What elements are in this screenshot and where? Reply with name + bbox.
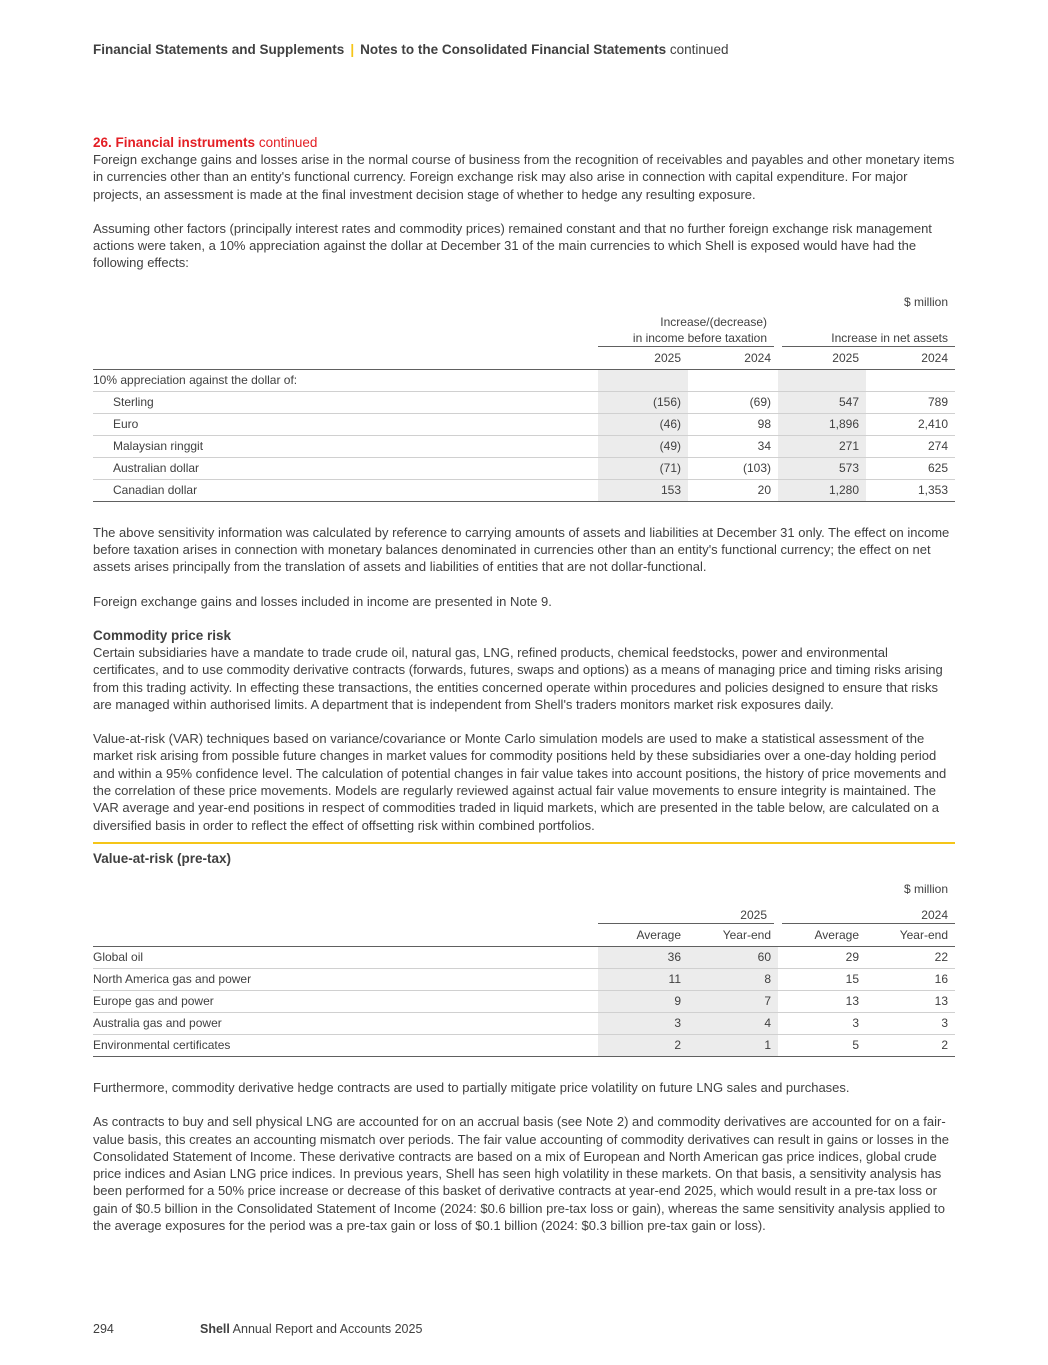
table-row: Sterling (156) (69) 547 789 xyxy=(93,391,955,413)
page-footer xyxy=(93,1322,422,1336)
note-continued: continued xyxy=(258,135,318,150)
report-title: Annual Report and Accounts 2025 xyxy=(232,1322,423,1336)
paragraph: The above sensitivity information was calculated by reference to carrying amounts of assets and liabilities at December 31 only. The effect on income before taxation arises in connection with monetary balances denominated in currencies other than an entity's functional currency; the effect on net assets arises principally from the translation of assets and liabilities of entities that are not dollar-functional. xyxy=(93,524,950,575)
var-title-bar xyxy=(93,842,955,867)
table-row: Malaysian ringgit (49) 34 271 274 xyxy=(93,435,955,457)
table-row: Europe gas and power 9 7 13 13 xyxy=(93,990,955,1012)
section-label: 10% appreciation against the dollar of: xyxy=(93,369,598,391)
units-label: $ million xyxy=(903,881,948,896)
column-header: Year-end xyxy=(866,923,955,946)
main-content xyxy=(93,134,955,1234)
fx-sensitivity-table xyxy=(93,292,955,502)
table-row: Global oil 36 60 29 22 xyxy=(93,946,955,968)
page-header xyxy=(93,42,728,57)
paragraph: Foreign exchange gains and losses included in income are presented in Note 9. xyxy=(93,593,552,609)
column-header: Year-end xyxy=(688,923,778,946)
table-row: Australia gas and power 3 4 3 3 xyxy=(93,1012,955,1034)
table-row: North America gas and power 11 8 15 16 xyxy=(93,968,955,990)
column-header: Average xyxy=(778,923,866,946)
var-table xyxy=(93,879,955,1057)
commodity-heading: Commodity price risk xyxy=(93,627,232,643)
column-header: Average xyxy=(598,923,688,946)
year-header: 2025 xyxy=(598,899,778,924)
column-year: 2024 xyxy=(688,346,778,369)
paragraph: Foreign exchange gains and losses arise in the normal course of business from the recognition of receivables and payables and other monetary items in currencies other than an entity's functional currency. Foreign exchange risk may also arise in connection with capital expenditure. For major projects, an assessment is made at the final investment decision stage of whether to hedge any resulting exposure. xyxy=(93,152,955,202)
paragraph: As contracts to buy and sell physical LNG are accounted for on an accrual basis (see Note 2) and commodity derivatives are accounted for on a fair-value basis, this creates an accounting mismatch over periods. The fair value accounting of commodity derivatives can result in gains or losses in the Consolidated Statement of Income. These derivative contracts are based on a mix of European and North American gas price indices, global crude price indices and Asian LNG price indices. In previous years, Shell has seen high volatility in these markets. On that basis, a sensitivity analysis has been performed for a 50% price increase or decrease of this basket of derivative contracts at year-end 2025, which would result in a pre-tax loss or gain of $0.5 billion in the Consolidated Statement of Income (2024: $0.6 billion pre-tax loss or gain), whereas the same sensitivity analysis applied to the average exposures for the period was a pre-tax gain or loss of $0.1 billion (2024: $0.3 billion pre-tax gain or loss). xyxy=(93,1114,950,1234)
var-title: Value-at-risk (pre-tax) xyxy=(93,850,232,866)
column-year: 2025 xyxy=(598,346,688,369)
note-number-title: 26. Financial instruments xyxy=(93,135,256,150)
column-year: 2024 xyxy=(866,346,955,369)
column-year: 2025 xyxy=(778,346,866,369)
paragraph: Certain subsidiaries have a mandate to trade crude oil, natural gas, LNG, refined products, chemical feedstocks, power and environmental certificates, and to use commodity derivative contracts (forwards, futures, swaps and options) as a means of managing price and timing risks arising from this trading activity. In effecting these transactions, the entities concerned operate within procedures and policies designed to ensure that risks are managed within authorised limits. A department that is independent from Shell's traders monitors market risk exposures daily. xyxy=(93,644,943,712)
paragraph: Value-at-risk (VAR) techniques based on variance/covariance or Monte Carlo simulation models are used to make a statistical assessment of the market risk arising from possible future changes in market values for commodity positions held by these subsidiaries over a one-day holding period and within a 95% confidence level. The calculation of potential changes in fair value takes into account positions, the history of price movements and the correlation of these price movements. Models are regularly reviewed against actual fair value movements to ensure integrity is maintained. The VAR average and year-end positions in respect of commodities traded in liquid markets, which are presented in the table below, are calculated on a diversified basis in order to reflect the effect of offsetting risk within combined portfolios. xyxy=(93,731,947,833)
table-row: Australian dollar (71) (103) 573 625 xyxy=(93,457,955,479)
page-number: 294 xyxy=(93,1322,114,1336)
year-header: 2024 xyxy=(778,899,955,924)
header-subsection: Notes to the Consolidated Financial Statements xyxy=(360,42,667,57)
table-row: Canadian dollar 153 20 1,280 1,353 xyxy=(93,479,955,501)
paragraph: Furthermore, commodity derivative hedge contracts are used to partially mitigate price volatility on future LNG sales and purchases. xyxy=(93,1079,850,1095)
table-row: Euro (46) 98 1,896 2,410 xyxy=(93,413,955,435)
header-separator: | xyxy=(350,42,355,57)
paragraph: Assuming other factors (principally interest rates and commodity prices) remained constant and that no further foreign exchange risk management actions were taken, a 10% appreciation against the dollar at December 31 of the main currencies to which Shell is exposed would have had the following effects: xyxy=(93,220,932,271)
table-row: Environmental certificates 2 1 5 2 xyxy=(93,1034,955,1056)
brand-name: Shell xyxy=(200,1322,230,1336)
group-header-income: Increase/(decrease) in income before taxation xyxy=(598,312,778,347)
header-continued: continued xyxy=(669,42,729,57)
units-label: $ million xyxy=(903,294,948,309)
group-header-net-assets: Increase in net assets xyxy=(778,312,955,347)
note-title xyxy=(93,134,955,151)
header-section: Financial Statements and Supplements xyxy=(93,42,345,57)
